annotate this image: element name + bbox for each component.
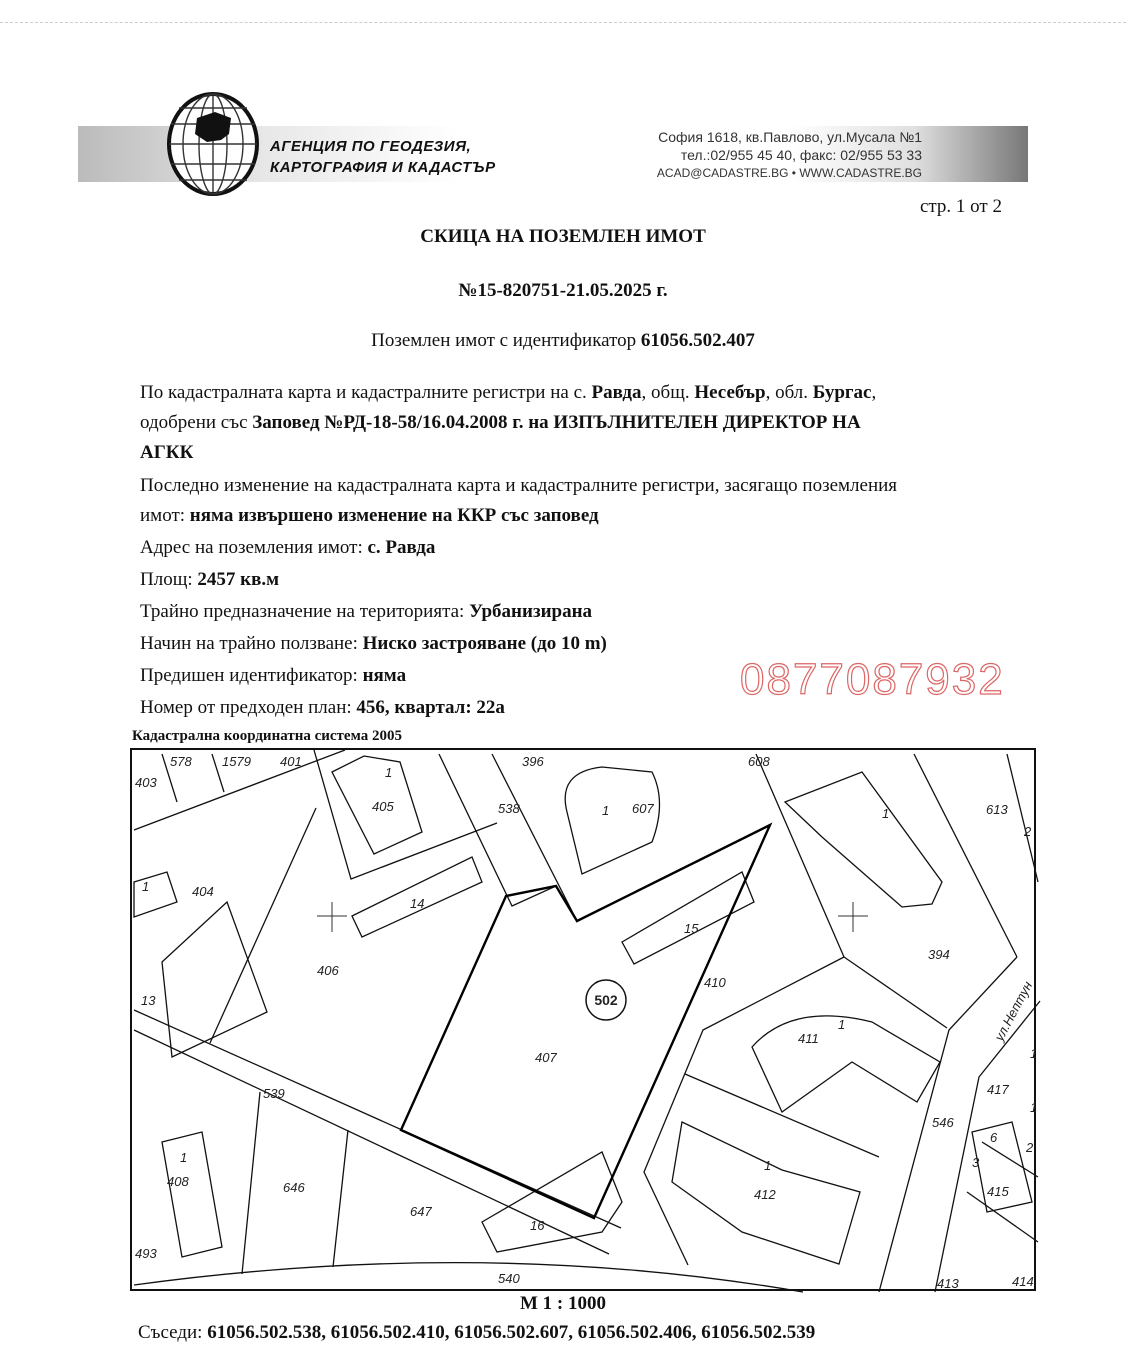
parcel-label: 410 [704, 975, 726, 990]
parcel-label: 3 [972, 1155, 980, 1170]
parcel-label: 1579 [222, 754, 251, 769]
last-change-value: няма извършено изменение на ККР със заповед [189, 505, 599, 526]
parcel-label: 413 [937, 1276, 959, 1291]
identifier-value: 61056.502.407 [640, 330, 755, 351]
parcel-label: 403 [135, 775, 157, 790]
identifier-label: Поземлен имот с идентификатор [371, 330, 641, 351]
previous-plan-value: 456, квартал: 22а [356, 697, 505, 718]
agency-contact [610, 128, 922, 182]
parcel-label: 417 [987, 1082, 1009, 1097]
parcel-label: 414 [1012, 1274, 1034, 1289]
t: По кадастралната карта и кадастралните регистри на с. [140, 382, 592, 403]
area-value: 2457 кв.м [197, 569, 280, 590]
street-label: ул.Нептун [991, 978, 1036, 1044]
use-value: Ниско застрояване (до 10 m) [362, 633, 607, 654]
parcel-label: 538 [498, 801, 520, 816]
parcel-label: 493 [135, 1246, 157, 1261]
parcel-label: 408 [167, 1174, 189, 1189]
parcel-label: 647 [410, 1204, 432, 1219]
parcel-label: 1 [838, 1017, 846, 1032]
use-line [140, 629, 607, 659]
top-divider [0, 22, 1126, 23]
order-line [140, 408, 861, 438]
parcel-label: 646 [283, 1180, 305, 1195]
parcel-label: 396 [522, 754, 544, 769]
neighbours-values: 61056.502.538, 61056.502.410, 61056.502.607, 61056.502.406, 61056.502.539 [207, 1322, 816, 1343]
previous-id-line [140, 661, 406, 691]
parcel-label: 15 [684, 921, 699, 936]
agency-name-line2: КАРТОГРАФИЯ И КАДАСТЪР [270, 159, 496, 176]
agency-name-line1: АГЕНЦИЯ ПО ГЕОДЕЗИЯ, [270, 138, 472, 155]
document-number: №15-820751-21.05.2025 г. [458, 280, 668, 301]
parcel-label: 1 [1030, 1046, 1038, 1061]
t: одобрени със [140, 412, 253, 433]
parcel-label: 415 [987, 1184, 1009, 1199]
t: имот: [140, 505, 190, 526]
t: , общ. [641, 382, 695, 403]
parcel-label: 405 [372, 799, 394, 814]
map-scale: М 1 : 1000 [519, 1293, 606, 1314]
neighbours-line [138, 1322, 815, 1344]
parcel-label: 6 [990, 1130, 998, 1145]
block-number: 502 [594, 992, 618, 1008]
agency-phone: тел.:02/955 45 40, факс: 02/955 53 33 [680, 147, 922, 163]
parcel-label: 539 [263, 1086, 285, 1101]
parcel-label: 406 [317, 963, 339, 978]
property-identifier [0, 330, 1126, 352]
parcel-label: 1 [142, 879, 150, 894]
phone-watermark: 0877087932 [740, 655, 1005, 704]
parcel-label: 578 [170, 754, 192, 769]
agency-name [270, 136, 496, 178]
municipality: Несебър [694, 382, 766, 403]
parcel-label: 1 [602, 803, 610, 818]
address-label: Адрес на поземления имот: [140, 537, 368, 558]
agency-abbr: АГКК [140, 442, 194, 463]
last-change-line: Последно изменение на кадастралната карта и кадастралните регистри, засягащо поземления [140, 475, 898, 496]
agency-globe-logo [165, 88, 265, 198]
parcel-label: 613 [986, 802, 1008, 817]
parcel-label: 407 [535, 1050, 557, 1065]
address-value: с. Равда [367, 537, 436, 558]
use-label: Начин на трайно ползване: [140, 633, 363, 654]
order-line-2 [140, 438, 193, 468]
page-number: стр. 1 от 2 [919, 196, 1002, 217]
parcel-label: 2 [1024, 824, 1032, 839]
parcel-407-boundary [401, 825, 770, 1218]
cadastre-line: По кадастралната карта и кадастралните регистри на с. Равда, общ. Несебър, обл. Бургас, [140, 382, 877, 403]
parcel-label: 1 [764, 1158, 772, 1173]
parcel-label: 16 [530, 1218, 545, 1233]
parcel-label: 1 [180, 1150, 188, 1165]
area-line [140, 565, 279, 595]
address-line [140, 533, 435, 563]
area-label: Площ: [140, 569, 198, 590]
village: Равда [591, 382, 642, 403]
order: Заповед №РД-18-58/16.04.2008 г. на ИЗПЪЛНИТЕЛЕН ДИРЕКТОР НА [252, 412, 861, 433]
region: Бургас [812, 382, 872, 403]
parcel-label: 2 [1026, 1140, 1034, 1155]
previous-id-label: Предишен идентификатор: [140, 665, 363, 686]
parcel-label: 14 [410, 896, 425, 911]
cadastral-map [130, 748, 1036, 1291]
parcel-label: 1 [385, 765, 393, 780]
parcel-label: 394 [928, 947, 950, 962]
parcel-label: 546 [932, 1115, 954, 1130]
parcel-label: 540 [498, 1271, 520, 1286]
map-drawing [132, 750, 1038, 1293]
parcel-label: 1 [882, 806, 890, 821]
document-title: СКИЦА НА ПОЗЕМЛЕН ИМОТ [420, 226, 706, 247]
agency-web: ACAD@CADASTRE.BG • WWW.CADASTRE.BG [656, 166, 922, 180]
previous-plan-line [140, 693, 505, 723]
parcel-label: 412 [754, 1187, 776, 1202]
parcel-label: 607 [632, 801, 654, 816]
parcel-label: 401 [280, 754, 302, 769]
map-caption: Кадастрална координатна система 2005 [132, 728, 402, 744]
purpose-label: Трайно предназначение на територията: [140, 601, 470, 622]
t: , обл. [765, 382, 813, 403]
parcel-label: 411 [798, 1031, 819, 1046]
parcel-label: 608 [748, 754, 770, 769]
purpose-value: Урбанизирана [469, 601, 593, 622]
last-change-value-line [140, 501, 599, 531]
purpose-line [140, 597, 592, 627]
parcel-label: 404 [192, 884, 214, 899]
previous-plan-label: Номер от предходен план: [140, 697, 357, 718]
neighbours-label: Съседи: [138, 1322, 208, 1343]
agency-address: София 1618, кв.Павлово, ул.Мусала №1 [658, 129, 922, 145]
parcel-label: 13 [141, 993, 156, 1008]
parcel-label: 1 [1030, 1100, 1038, 1115]
previous-id-value: няма [362, 665, 407, 686]
